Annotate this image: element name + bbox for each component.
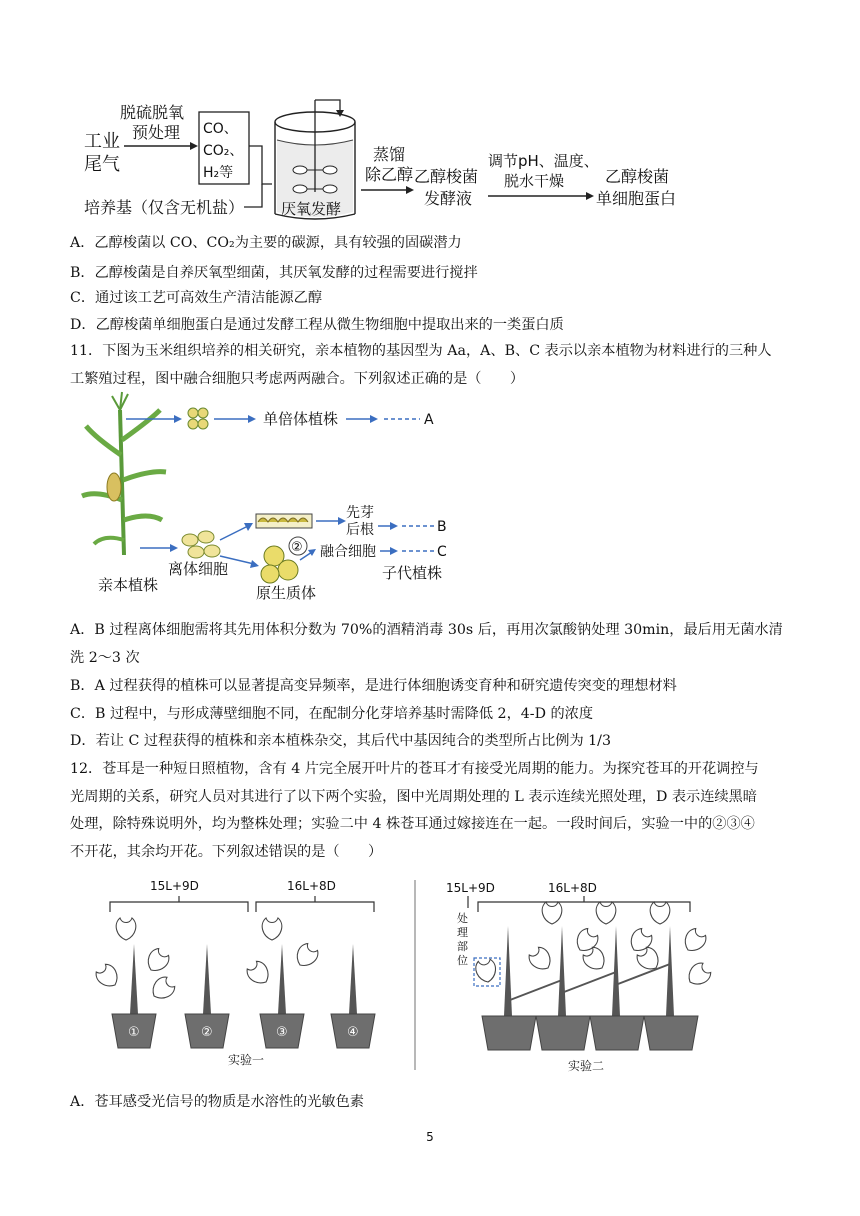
treated-part-char-2: 理 xyxy=(457,926,468,939)
exp1-right-bracket xyxy=(256,896,374,912)
broth-label-bottom: 发酵液 xyxy=(424,189,473,208)
process-b-label: B xyxy=(437,519,447,535)
process-c-label: C xyxy=(437,544,447,560)
adjust-label-bottom: 脱水干燥 xyxy=(504,172,565,190)
exp2-grafted-plants xyxy=(475,902,714,1050)
q12-stem-line-4: 不开花，其余均开花。下列叙述错误的是（ ） xyxy=(70,844,383,860)
q11-stem-line-2: 工繁殖过程，图中融合细胞只考虑两两融合。下列叙述正确的是（ ） xyxy=(70,371,525,387)
bud-label-top: 先芽 xyxy=(346,505,374,521)
bud-label-bottom: 后根 xyxy=(346,522,374,538)
exp1-right-photoperiod: 16L+8D xyxy=(287,879,336,893)
process-a-label: A xyxy=(424,412,434,428)
exp1-left-photoperiod: 15L+9D xyxy=(150,879,199,893)
pot-number-4: ④ xyxy=(347,1025,359,1040)
haploid-label: 单倍体植株 xyxy=(263,410,339,428)
input-gas-label-1: 工业 xyxy=(84,131,120,152)
distill-label-bottom: 除乙醇 xyxy=(365,165,414,184)
adjust-label-top: 调节pH、温度、 xyxy=(488,152,599,170)
treated-part-char-4: 位 xyxy=(457,954,468,967)
product-label-bottom: 单细胞蛋白 xyxy=(596,189,677,208)
treated-part-char-3: 部 xyxy=(457,940,468,953)
q10-option-b: B．乙醇梭菌是自养厌氧型细菌，其厌氧发酵的过程需要进行搅拌 xyxy=(70,265,478,281)
fused-cell-label: 融合细胞 xyxy=(320,544,376,560)
input-gas-label-2: 尾气 xyxy=(84,154,120,175)
q10-option-d: D．乙醇梭菌单细胞蛋白是通过发酵工程从微生物细胞中提取出来的一类蛋白质 xyxy=(70,317,564,333)
q12-stem-line-3: 处理，除特殊说明外，均为整株处理；实验二中 4 株苍耳通过嫁接连在一起。一段时间后，实验一中的②③④ xyxy=(70,816,755,832)
pretreat-label-top: 脱硫脱氧 xyxy=(120,103,185,122)
q11-option-a-cont: 洗 2～3 次 xyxy=(70,650,140,666)
circle-two-label: ② xyxy=(291,540,303,555)
q12-stem-line-2: 光周期的关系，研究人员对其进行了以下两个实验，图中光周期处理的 L 表示连续光照处理，D 表示连续黑暗 xyxy=(70,789,757,805)
exp1-caption: 实验一 xyxy=(228,1053,265,1067)
distill-label-top: 蒸馏 xyxy=(373,145,406,164)
gas-co2: CO₂、 xyxy=(203,143,244,159)
page-number: 5 xyxy=(426,1130,434,1144)
q11-option-d: D．若让 C 过程获得的植株和亲本植株杂交，其后代中基因纯合的类型所占比例为 1/3 xyxy=(70,733,611,749)
product-label-top: 乙醇梭菌 xyxy=(605,167,670,186)
q11-option-c: C．B 过程中，与形成薄壁细胞不同，在配制分化芽培养基时需降低 2，4-D 的浓度 xyxy=(70,706,594,722)
tank-label: 厌氧发酵 xyxy=(281,200,342,218)
treated-part-char-1: 处 xyxy=(457,912,468,925)
gas-co: CO、 xyxy=(203,121,238,137)
q12-stem-line-1: 12．苍耳是一种短日照植物，含有 4 片完全展开叶片的苍耳才有接受光周期的能力。为探究苍耳的开花调控与 xyxy=(70,761,759,777)
medium-label: 培养基（仅含无机盐） xyxy=(84,198,245,217)
pot-number-3: ③ xyxy=(276,1025,288,1040)
pretreat-label-bottom: 预处理 xyxy=(132,123,181,142)
q10-option-a: A．乙醇梭菌以 CO、CO₂为主要的碳源，具有较强的固碳潜力 xyxy=(70,235,462,251)
protoplast-label: 原生质体 xyxy=(256,584,317,602)
gas-h2: H₂等 xyxy=(203,165,234,181)
exp2-right-photoperiod: 16L+8D xyxy=(548,881,597,895)
parent-plant-label: 亲本植株 xyxy=(98,576,159,594)
broth-label-top: 乙醇梭菌 xyxy=(414,167,479,186)
q11-option-b: B．A 过程获得的植株可以显著提高变异频率，是进行体细胞诱变育种和研究遗传突变的理想材料 xyxy=(70,678,677,694)
q11-stem-line-1: 11．下图为玉米组织培养的相关研究，亲本植物的基因型为 Aa，A、B、C 表示以亲本植物为材料进行的三种人 xyxy=(70,343,772,359)
exp2-left-photoperiod: 15L+9D xyxy=(446,881,495,895)
pot-number-1: ① xyxy=(128,1025,140,1040)
q10-option-c: C．通过该工艺可高效生产清洁能源乙醇 xyxy=(70,290,323,306)
exp2-caption: 实验二 xyxy=(568,1059,605,1073)
exp1-left-bracket xyxy=(110,896,248,912)
isolated-cells-label: 离体细胞 xyxy=(168,560,229,578)
offspring-label: 子代植株 xyxy=(382,564,443,582)
q11-option-a: A．B 过程离体细胞需将其先用体积分数为 70%的酒精消毒 30s 后，再用次氯酸钠处理 30min，最后用无菌水清 xyxy=(70,622,783,638)
pot-number-2: ② xyxy=(201,1025,213,1040)
q12-option-a: A．苍耳感受光信号的物质是水溶性的光敏色素 xyxy=(70,1094,364,1110)
